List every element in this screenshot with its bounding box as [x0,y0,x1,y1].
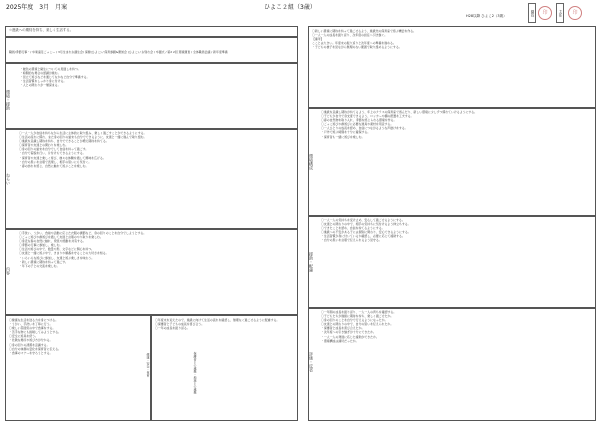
director-stamp-label: 園長 [531,9,535,17]
health-section-text: 〇健康な生活を送る力を身につける。 ・うがい、手洗いを丁寧に行う。 〇楽しい雰囲気の中で食事をする。 ・苦手な物にも挑戦してみようとする。 〇安全に遊具を使う。 ・危険な場所や遊び方が分かる。 〇身の回りの清潔を意識する。 〇自分の体調の変化を保育者に伝える。 ・食事のマナーを守ろうとする。 [9,318,62,355]
right-top-text: 〇新しい環境に期待を持って過ごせるよう、進級先の保育室で遊ぶ機会を作る。 〇一人一人の成長を振り返り、次年度の担任へ引き継ぐ。 【備考】 こことは大きい。年度末の振り返りと次年度への準備を進める。 ・子どもの様子を見ながら無理のない範囲で取り組めるようにする。 [312,29,417,50]
env-structure-text: 〇進級を意識し期待が持てるよう、年上のクラスの保育室で遊んだり、新しい環境に少しずつ慣れていけるようにする。 〇子どもが自分で身支度できるよう、ロッカーや棚の配置を工夫する。 〇春の自然物を取り入れ、季節を感じられる環境を作る。 〇ごっこ遊びや劇遊びに必要な道具や素材を用意する。 〇一人ひとりの成長を認め、自信につながるような声掛けをする。 ・戸外で遊ぶ時間を十分に確保する。 ・保育者も一緒に遊びを楽しむ。 [321,110,478,139]
version-label: H28以降 ひよこ2（3歳） [466,14,507,18]
plan-title: 2025年度 3月 月案 [6,4,68,11]
env-structure-label: 環境構成 [309,154,314,170]
parent-section-text: 〇年度末を迎えたので、進級に向けて生活の流れを確認し、無理なく過ごせるように配慮する。 〇保護者と子どもの成長を喜び合う。 〇一年の成長を振り返る。 [155,318,280,331]
health-section [5,315,151,421]
aim-text: ☆進級への期待を持ち、楽しく生活する。 [9,28,74,32]
evaluation-text: 〇一年間の成長を振り返り、一人一人の育ちを確認する。 〇子どもたちが進級に期待を持ち、楽しく過ごせたか。 〇身の回りのことを自分で行えるようになったか。 〇友達との関わりの中で、自分の思いを伝えられたか。 ・保護者と成長を喜び合えたか。 ・次年度への引き継ぎが十分にできたか。 ・一人一人の発達に応じた援助ができたか。 ・環境構成は適切だったか。 [321,310,397,343]
chief-stamp [556,3,564,23]
chief-stamp-label: 主任 [559,9,563,17]
env-label: 環境・援助 [6,90,11,110]
evaluation-label: 評価・反省 [309,352,314,372]
support-label: 援助・配慮 [309,252,314,272]
parent-section-label: 保護者との連携・地域との連携 [193,351,197,394]
director-seal: 印 [538,6,552,20]
aim-section-label: ねらい [6,173,11,185]
events-text: 職員/季節行事・/ 卒業遠足ごっこー / 3月生まれお誕生会/ 保健(ひよこ) / 保育参観&懇談会 (ひよこ) / お別れ会 / 卒園式 / 第2 2回 環境調査 / 全体職員会議 / 新年度準備 [9,50,228,54]
aim-section-text: 〇一人一人が自信を持ちながら生活に主体的に取り組み、楽しく過ごすことができるようにする。 〇生活の流れに慣れ、また身の回りの始末も自分でできるように、友達と一緒に進んで取り組む。 〇進級を意識し期待を持ち、自分でできることが増え期待を持てる。 〇保育者や友達との関わりを楽しむ。 〇身の回りの始末を自分でして自信を持って過ごす。 ・自分で着脱を行い、片付けもできるようにする。 ・保育者や友達と楽しく遊び、様々な体験を通して興味を広げる。 ・自分の思いを言葉で表現し、相手の思いにも気付く。 ・春の訪れを感じ、自然に触れて遊ぶことを楽しむ。 [19,131,147,168]
support-text: 〇一人一人の気持ちを受け止め、安心して過ごせるようにする。 〇友達との関わりの中で、相手の気持ちに気付けるよう仲立ちする。 〇できたことを認め、自信を持てるようにする。 〇進級への不安がある子には個別に関わり、安心できるようにする。 ・生活習慣が身に付いているか確認し、必要に応じて援助する。 ・自分の思いを言葉で伝えられるよう見守る。 [321,218,411,243]
aim-row [5,26,298,37]
content-section-label: 内容 [6,267,11,275]
class-title: ひよこ２組（3歳） [264,4,316,11]
director-stamp [528,3,536,23]
health-section-label: 健康・安全・食育 [146,353,150,377]
env-row [5,63,298,129]
parent-section [151,315,298,421]
right-top-block [308,26,596,108]
env-text: ・暖色の環境と衛生についての見通しを持つ。 ・時間的な場合の認識が進む。 ・見立て遊びなどを通じてなかなど自分で準備する。 ・生活習慣をしっかり身に付ける。 ・人との関わりが一層深まる。 [20,67,90,88]
chief-seal: 印 [568,6,582,20]
events-row [5,37,298,63]
content-section-text: 〇手洗い、うがい、食前や活動に応じた衣服の調節など、身の回りのことを自分でしようとする。 〇ごっこ遊びや劇遊びを通して友達と言葉のやり取りを楽しむ。 〇身近な春の自然に触れ、発見や感動を共有する。 〇季節の行事に参加し、楽しむ。 〇生活や遊びの中で、数量や形、文字などに関心を持つ。 〇友達と一緒に遊ぶ中で、きまりや順番を守ることの大切さを知る。 ・いろいろな遊びに参加し、友達と遊ぶ楽しさを味わう。 ・新しい環境に期待を持って過ごす。 ・年下の子との交流を楽しむ。 [19,231,147,268]
